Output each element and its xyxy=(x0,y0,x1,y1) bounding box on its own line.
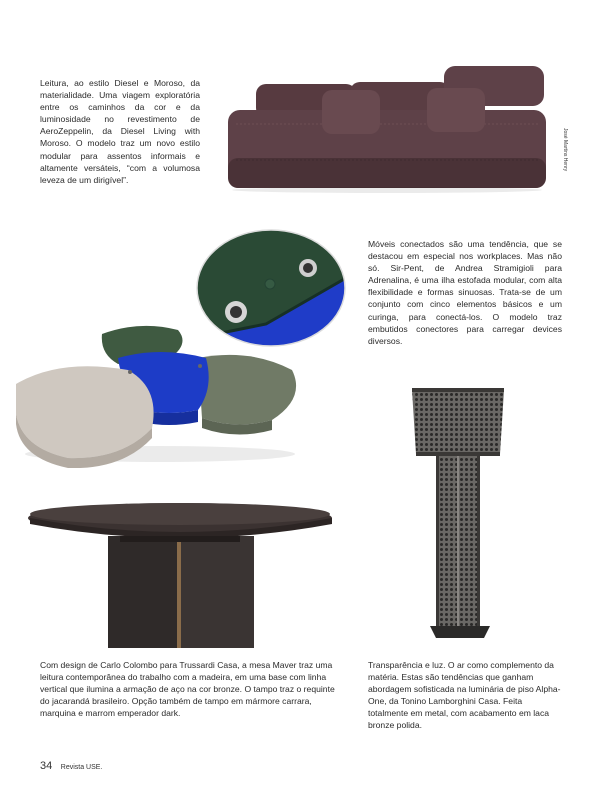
photo-credit: José Martins Henry xyxy=(562,128,568,172)
article-text-sir-pent: Móveis conectados são uma tendência, que se destacou em especial nos workplaces. Mas não só. Sir-Pent, de Andrea Stramigioli para Adrenalina, é uma ilha estofada modular, com alta flexibilidade e formas sinuosas. Trata-se de um conjunto com cinco elementos básicos e um curinga, para conectá-los. O modelo traz embutidos conectores para carregar devices diversos. xyxy=(368,239,562,346)
maver-table-image xyxy=(24,500,340,652)
sir-pent-seating-image xyxy=(10,318,310,468)
article-text-alpha-one: Transparência e luz. O ar como complemento da matéria. Estas são tendências que ganham abordagem sofisticada na luminária de piso Alpha-One, da Tonino Lamborghini Casa. Feita totalmente em metal, com acabamento em laca bronze polida. xyxy=(368,660,561,731)
article-text-maver: Com design de Carlo Colombo para Trussardi Casa, a mesa Maver traz uma leitura contemporânea do trabalho com a madeira, em uma base com linha vertical que ilumina a armação de aço na cor bronze. O tampo traz o requinte do jacarandá brasileiro. Opção também de tampo em mármore carrara, marquina e marrom emperador dark. xyxy=(40,660,335,719)
page-footer xyxy=(40,760,102,772)
page-number: 34 xyxy=(40,760,53,772)
article-text-aerozeppelin: Leitura, ao estilo Diesel e Moroso, da materialidade. Uma viagem exploratória entre os caminhos da cor e da luminosidade no revestimento de AeroZeppelin, da Diesel Living with Moroso. O modelo traz um novo estilo modular para assentos informais e altamente versáteis, “com a volumosa leveza de um dirigível”. xyxy=(40,78,200,185)
sofa-image xyxy=(222,62,556,194)
alpha-one-lamp-image xyxy=(404,382,516,644)
magazine-name: Revista USE. xyxy=(60,764,103,771)
